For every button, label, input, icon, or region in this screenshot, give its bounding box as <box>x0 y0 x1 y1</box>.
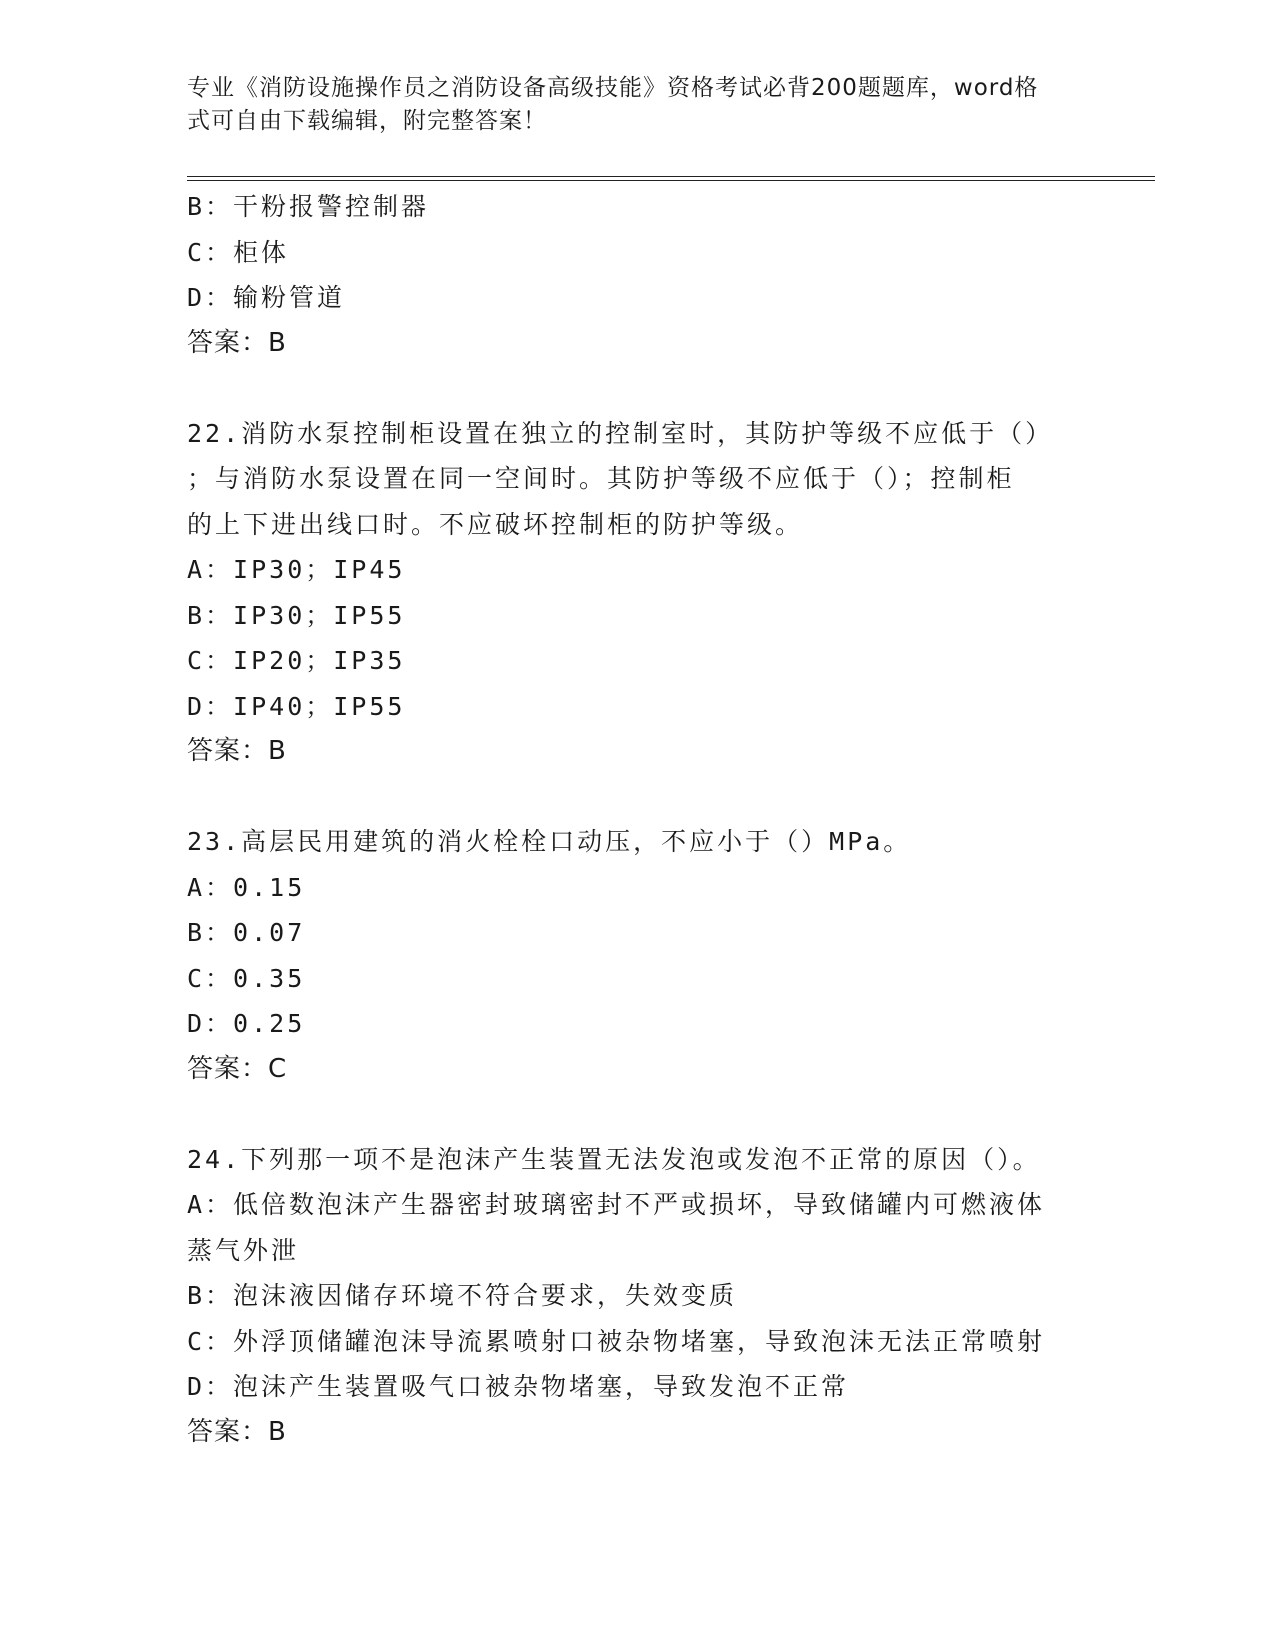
option-d: D：泡沫产生装置吸气口被杂物堵塞，导致发泡不正常 <box>187 1372 850 1401</box>
option-b: B：IP30；IP55 <box>187 600 406 630</box>
answer-21: 答案：B <box>187 327 287 358</box>
document-page <box>187 72 1157 1455</box>
header-line-2: 式可自由下载编辑，附完整答案！ <box>187 108 547 134</box>
answer-22: 答案：B <box>187 736 287 766</box>
option-b: B：0.07 <box>187 918 306 947</box>
question-stem-line: 的上下进出线口时。不应破坏控制柜的防护等级。 <box>187 509 804 539</box>
answer-24: 答案：B <box>187 1416 287 1447</box>
header-line-1: 专业《消防设施操作员之消防设备高级技能》资格考试必背200题题库，word格 <box>187 75 1039 101</box>
option-c: C：0.35 <box>187 963 306 993</box>
option-b: B：干粉报警控制器 <box>187 192 430 221</box>
question-stem-line: 23.高层民用建筑的消火栓栓口动压，不应小于（）MPa。 <box>187 827 912 856</box>
question-stem-line: ；与消防水泵设置在同一空间时。其防护等级不应低于（）；控制柜 <box>187 464 1015 493</box>
option-a: A：IP30；IP45 <box>187 555 406 584</box>
question-stem-line: 24.下列那一项不是泡沫产生装置无法发泡或发泡不正常的原因（）。 <box>187 1144 1041 1174</box>
spacer <box>187 366 1157 411</box>
question-stem-line: 22.消防水泵控制柜设置在独立的控制室时，其防护等级不应低于（） <box>187 418 1054 448</box>
question-24 <box>187 1137 1157 1410</box>
option-b: B：泡沫液因储存环境不符合要求，失效变质 <box>187 1281 738 1310</box>
option-d: D：0.25 <box>187 1009 306 1038</box>
option-c: C：柜体 <box>187 237 290 267</box>
option-a: A：0.15 <box>187 872 306 902</box>
option-a-continued: 蒸气外泄 <box>187 1235 300 1265</box>
header-divider <box>187 176 1155 181</box>
document-header <box>187 72 1067 138</box>
option-c: C：外浮顶储罐泡沫导流累喷射口被杂物堵塞，导致泡沫无法正常喷射 <box>187 1326 1046 1356</box>
question-22 <box>187 411 1157 730</box>
spacer <box>187 774 1157 819</box>
question-23 <box>187 819 1157 1047</box>
option-a: A：低倍数泡沫产生器密封玻璃密封不严或损坏，导致储罐内可燃液体 <box>187 1190 1046 1219</box>
option-d: D：IP40；IP55 <box>187 691 406 721</box>
answer-23: 答案：C <box>187 1053 288 1084</box>
question-21-tail <box>187 184 1157 321</box>
option-d: D：输粉管道 <box>187 283 346 312</box>
option-c: C：IP20；IP35 <box>187 646 406 675</box>
spacer <box>187 1092 1157 1137</box>
